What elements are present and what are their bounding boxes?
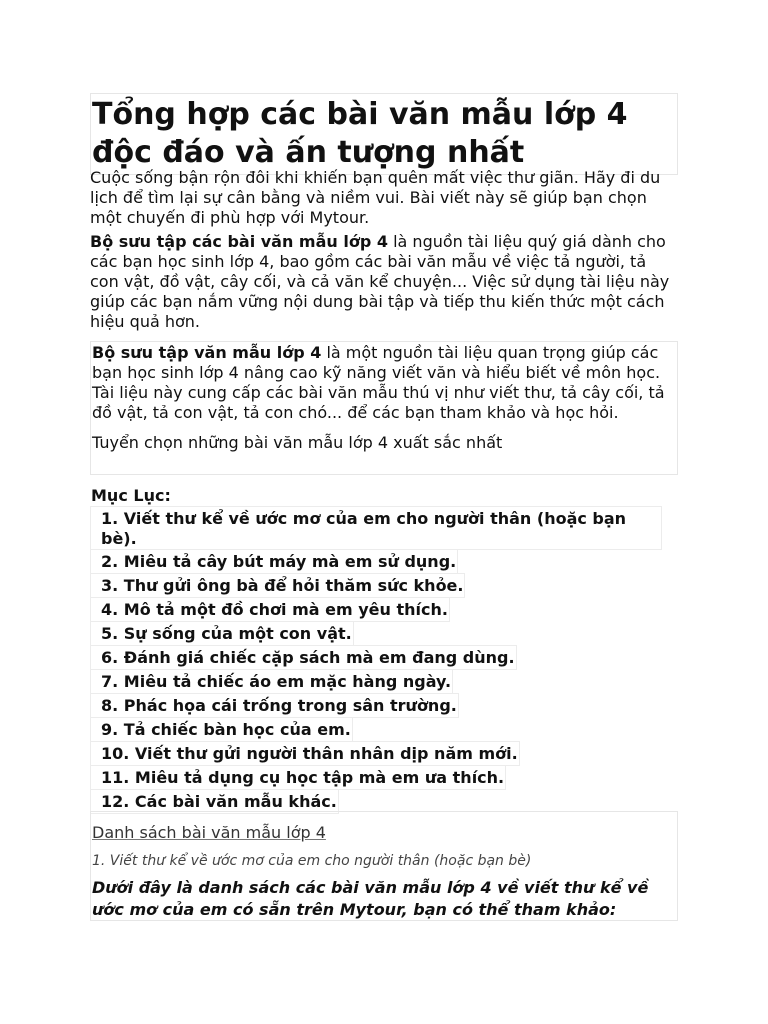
- toc-item[interactable]: 7. Miêu tả chiếc áo em mặc hàng ngày.: [90, 669, 453, 694]
- intro-paragraph: Cuộc sống bận rộn đôi khi khiến bạn quên mất việc thư giãn. Hãy đi du lịch để tìm lại sự cân bằng và niềm vui. Bài viết này sẽ giúp bạn chọn một chuyến đi phù hợp với Mytour.: [90, 168, 661, 227]
- toc-item[interactable]: 4. Mô tả một đồ chơi mà em yêu thích.: [90, 597, 450, 622]
- collection-text: là nguồn tài liệu quý giá dành cho các bạn học sinh lớp 4, bao gồm các bài văn mẫu về việc tả người, tả con vật, đồ vật, cây cối, và cả văn kể chuyện... Việc sử dụng tài liệu này giúp các bạn nắm vững nội dung bài tập và tiếp thu kiến thức một cách hiệu quả hơn.: [90, 232, 670, 331]
- table-of-contents: [90, 484, 678, 814]
- essay-list-section: [90, 811, 678, 921]
- section-subheading: 1. Viết thư kể về ước mơ của em cho người thân (hoặc bạn bè): [92, 853, 532, 869]
- emphasis-paragraph: Dưới đây là danh sách các bài văn mẫu lớp 4 về viết thư kể về ước mơ của em có sẵn trên Mytour, bạn có thể tham khảo:: [92, 878, 649, 919]
- essay-list-link[interactable]: Danh sách bài văn mẫu lớp 4: [92, 823, 326, 842]
- toc-item[interactable]: 1. Viết thư kể về ước mơ của em cho người thân (hoặc bạn bè).: [90, 506, 662, 550]
- toc-heading: Mục Lục:: [91, 486, 171, 505]
- resource-paragraph: [92, 343, 676, 423]
- toc-item[interactable]: 8. Phác họa cái trống trong sân trường.: [90, 693, 459, 718]
- collection-paragraph: [90, 232, 678, 332]
- resource-bold-lead: Bộ sưu tập văn mẫu lớp 4: [92, 343, 322, 362]
- toc-item[interactable]: 5. Sự sống của một con vật.: [90, 621, 354, 646]
- toc-item[interactable]: 3. Thư gửi ông bà để hỏi thăm sức khỏe.: [90, 573, 465, 598]
- toc-item[interactable]: 9. Tả chiếc bàn học của em.: [90, 717, 353, 742]
- toc-item[interactable]: 12. Các bài văn mẫu khác.: [90, 789, 339, 814]
- toc-item[interactable]: 2. Miêu tả cây bút máy mà em sử dụng.: [90, 549, 458, 574]
- toc-item[interactable]: 10. Viết thư gửi người thân nhân dịp năm mới.: [90, 741, 520, 766]
- collection-bold-lead: Bộ sưu tập các bài văn mẫu lớp 4: [90, 232, 388, 251]
- tagline: Tuyển chọn những bài văn mẫu lớp 4 xuất sắc nhất: [92, 433, 503, 452]
- toc-item[interactable]: 6. Đánh giá chiếc cặp sách mà em đang dùng.: [90, 645, 517, 670]
- resource-section: [90, 341, 678, 475]
- resource-text: là một nguồn tài liệu quan trọng giúp các bạn học sinh lớp 4 nâng cao kỹ năng viết văn và hiểu biết về môn học. Tài liệu này cung cấp các bài văn mẫu thú vị như viết thư, tả cây cối, tả đồ vật, tả con vật, tả con chó... để các bạn tham khảo và học hỏi.: [92, 343, 665, 422]
- toc-item[interactable]: 11. Miêu tả dụng cụ học tập mà em ưa thích.: [90, 765, 506, 790]
- page-title: Tổng hợp các bài văn mẫu lớp 4 độc đáo và ấn tượng nhất: [90, 93, 678, 175]
